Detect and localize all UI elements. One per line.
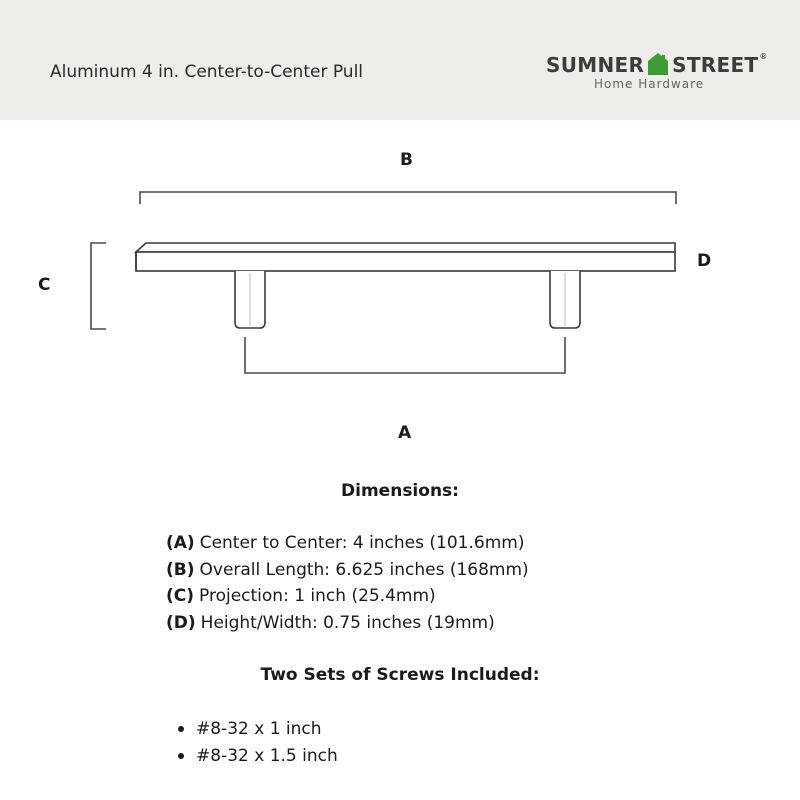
registered-mark: ® [759, 52, 768, 61]
dimension-text: Height/Width: 0.75 inches (19mm) [200, 612, 495, 633]
dimension-label-d: D [697, 251, 712, 271]
dimension-code: (B) [166, 559, 195, 580]
dimensions-list [166, 530, 529, 636]
bullet-icon [178, 726, 184, 732]
screw-text: #8-32 x 1 inch [196, 719, 322, 739]
dimension-item-c [166, 583, 529, 610]
brand-tagline: Home Hardware [594, 77, 705, 91]
dimension-label-b: B [400, 150, 413, 170]
pull-bar [136, 243, 675, 271]
dimension-line-b [140, 192, 676, 204]
dimension-line-c [91, 243, 106, 329]
dimension-text: Center to Center: 4 inches (101.6mm) [199, 533, 525, 553]
dimension-text: Projection: 1 inch (25.4mm) [199, 586, 436, 606]
pull-bar-front-face [136, 252, 675, 271]
dimension-text: Overall Length: 6.625 inches (168mm) [199, 559, 529, 580]
dimensions-heading: Dimensions: [341, 481, 459, 501]
pull-bar-top-face [136, 243, 675, 252]
brand-word-left: SUMNER [546, 53, 645, 77]
dimension-code: (A) [166, 533, 195, 553]
dimension-line-a [245, 337, 565, 373]
dimension-label-c: C [38, 275, 51, 295]
bullet-icon [178, 753, 184, 759]
dimension-item-b [166, 557, 529, 584]
dimension-label-a: A [398, 423, 412, 443]
dimension-code: (D) [166, 612, 196, 633]
product-title: Aluminum 4 in. Center-to-Center Pull [50, 62, 364, 82]
dimension-item-d [166, 610, 529, 637]
dimension-code: (C) [166, 586, 195, 606]
pull-post-left [235, 271, 265, 328]
brand-word-right: STREET [672, 53, 759, 77]
screw-item [178, 743, 338, 770]
screw-text: #8-32 x 1.5 inch [196, 745, 338, 766]
pull-post-right [550, 271, 580, 328]
screws-heading: Two Sets of Screws Included: [260, 665, 540, 685]
dimension-item-a [166, 530, 529, 557]
screws-list [178, 716, 338, 769]
screw-item [178, 716, 338, 743]
